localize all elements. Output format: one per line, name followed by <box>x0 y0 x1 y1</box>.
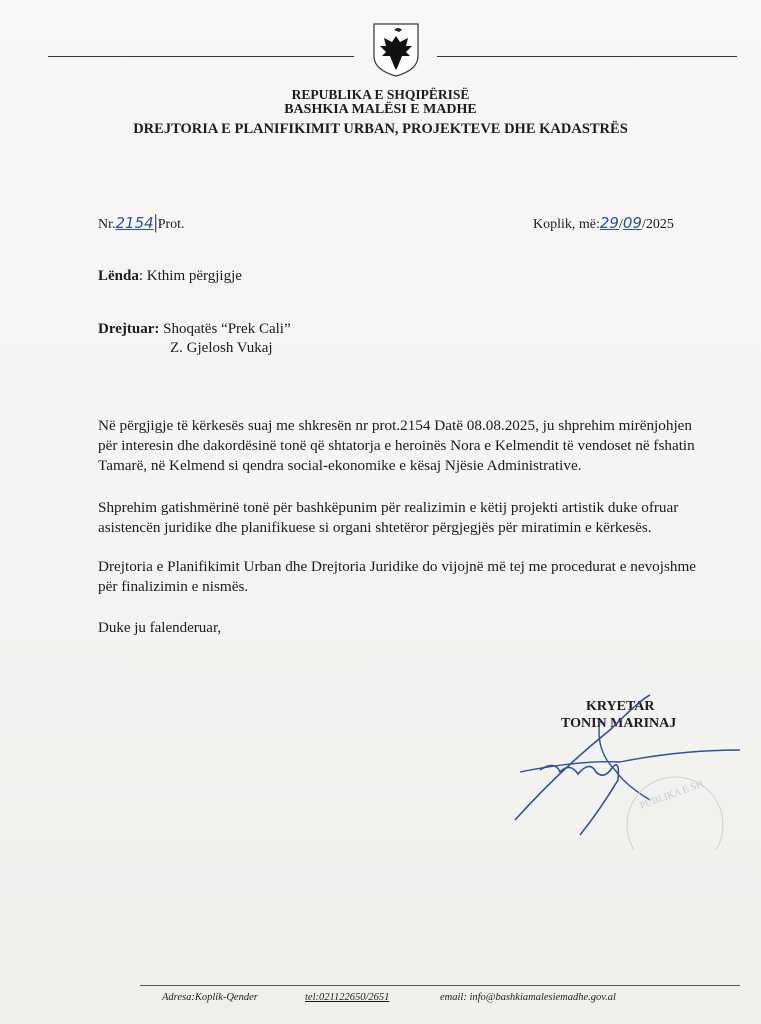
subject-line <box>98 268 242 285</box>
nr-value: 2154 <box>115 214 154 232</box>
addressee-person: Z. Gjelosh Vukaj <box>170 340 273 356</box>
albanian-eagle-emblem-icon <box>372 22 420 78</box>
addressee-line1 <box>98 321 291 338</box>
subject-label: Lënda <box>98 268 139 284</box>
p1-line: Tamarë, në Kelmend si qendra social-ekonomike e kësaj Njësie Administrative. <box>98 457 582 474</box>
addressee-label: Drejtuar: <box>98 321 160 337</box>
footer-phone-link[interactable]: tel:021122650/2651 <box>305 992 390 1003</box>
header-rule-left <box>48 56 354 57</box>
header-country: REPUBLIKA E SHQIPËRISË <box>291 87 470 102</box>
body-paragraph-2 <box>98 498 708 538</box>
p2-line: Shprehim gatishmërinë tonë për bashkëpunim për realizimin e këtij projekti artistik duke ofruar <box>98 499 679 516</box>
p3-line: për finalizimin e nismës. <box>98 578 249 595</box>
p1-line: për interesin dhe dakordësinë tonë që shtatorja e heroinës Nora e Kelmendit të vendoset në fshatin <box>98 437 695 454</box>
nr-label: Nr. <box>98 217 116 232</box>
handwritten-signature <box>500 690 750 850</box>
date-month: 09 <box>622 214 642 232</box>
svg-text:PUBLIKA E SH: PUBLIKA E SH <box>638 778 705 812</box>
p1-line: Në përgjigje të kërkesës suaj me shkresën nr prot.2154 Datë 08.08.2025, ju shprehim mirënjohjen <box>98 417 693 434</box>
header-rule-right <box>437 56 737 57</box>
body-paragraph-3 <box>98 557 708 597</box>
footer-email-link[interactable]: email: info@bashkiamalesiemadhe.gov.al <box>440 992 616 1003</box>
place-label: Koplik, më: <box>533 217 600 232</box>
prot-label: Prot. <box>157 217 185 232</box>
header-directorate: DREJTORIA E PLANIFIKIMIT URBAN, PROJEKTEVE DHE KADASTRËS <box>133 121 628 137</box>
date-day: 29 <box>599 214 619 232</box>
p3-line: Drejtoria e Planifikimit Urban dhe Drejtoria Juridike do vijojnë më tej me procedurat e nevojshme <box>98 558 697 575</box>
closing-text: Duke ju falenderuar, <box>98 620 222 636</box>
footer-address: Adresa:Koplik-Qender <box>162 992 258 1003</box>
date-year: /2025 <box>641 217 674 232</box>
header-municipality: BASHKIA MALËSI E MADHE <box>284 102 477 117</box>
subject-value: : Kthim përgjigje <box>138 268 242 284</box>
place-date: Koplik, më:29/09/2025 <box>533 214 674 232</box>
p2-line: asistencën juridike dhe planifikuese si organi shtetëror përgjegjës për miratimin e kërkesës. <box>98 519 652 536</box>
footer-rule <box>140 985 740 986</box>
protocol-number: Nr.2154|Prot. <box>98 211 185 233</box>
signatory-name: TONIN MARINAJ <box>561 716 677 731</box>
addressee-org: Shoqatës “Prek Cali” <box>163 321 291 337</box>
body-paragraph-1 <box>98 416 708 476</box>
signatory-title: KRYETAR <box>586 699 655 714</box>
